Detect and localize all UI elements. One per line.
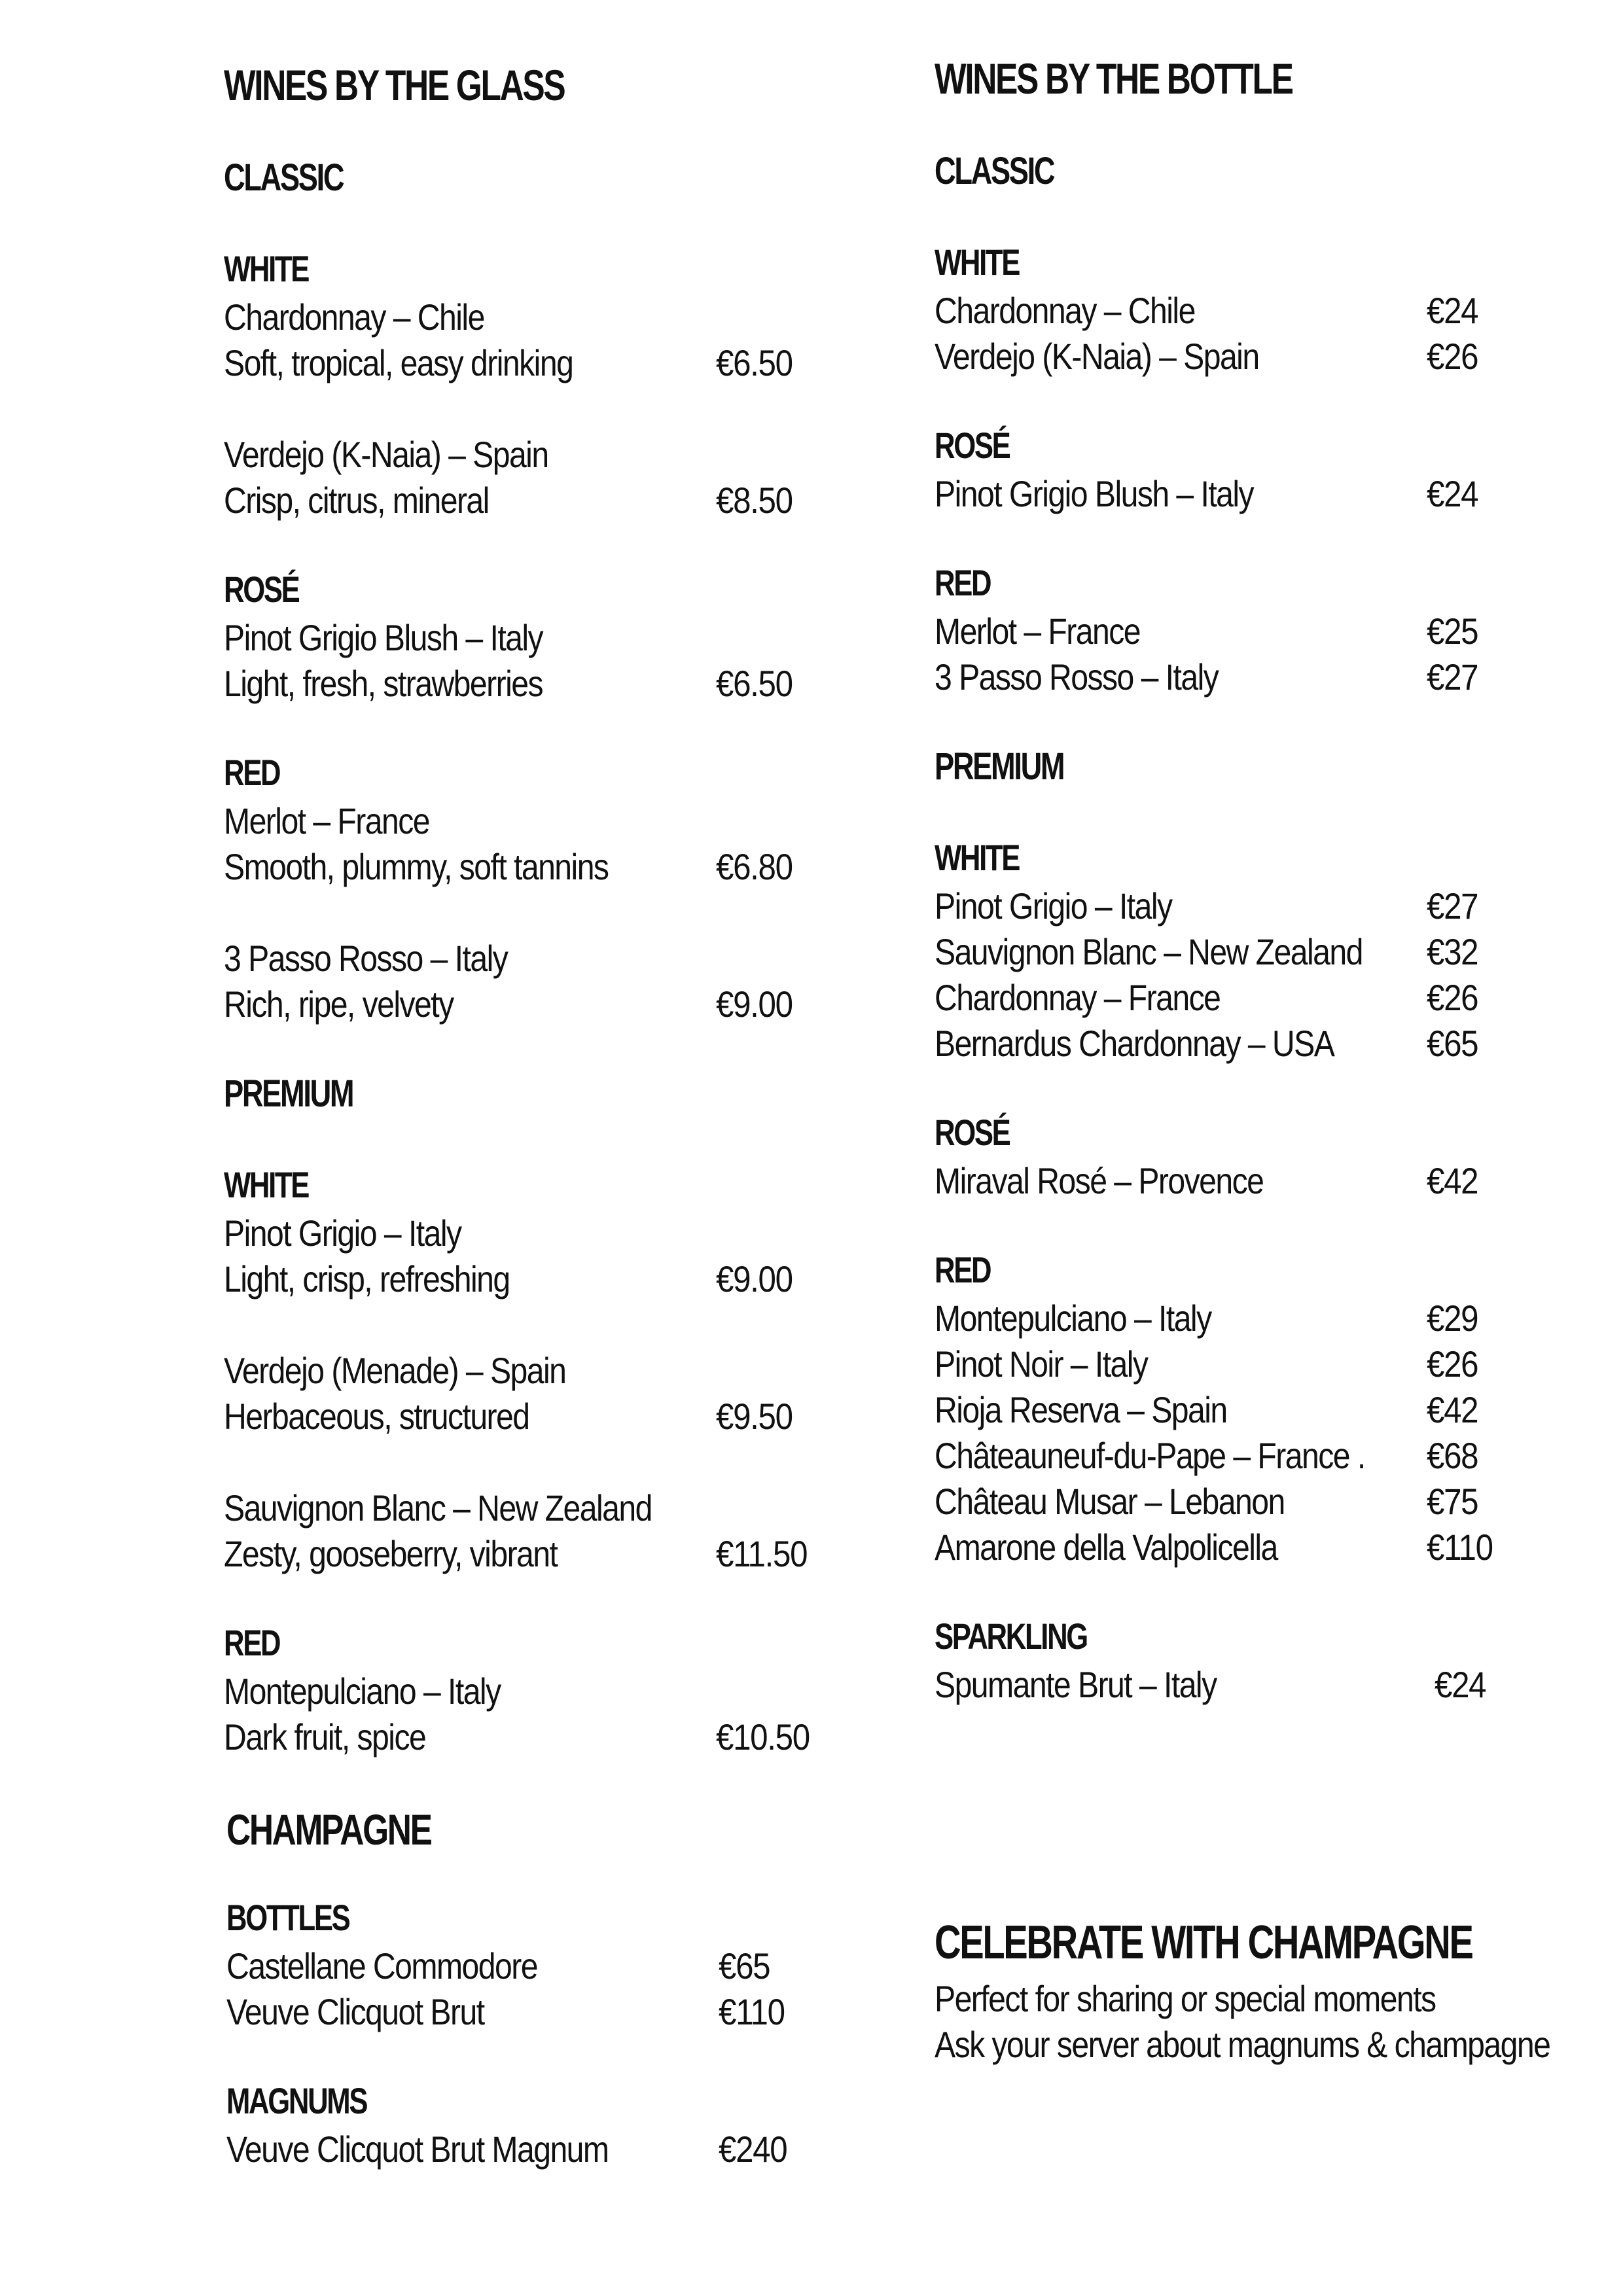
bottle-pinot-price: €27	[1427, 885, 1478, 927]
glass-pinot-price: €9.00	[716, 1258, 793, 1299]
bottle-blush-price: €24	[1427, 473, 1478, 514]
bottle-amarone-name: Amarone della Valpolicella	[935, 1527, 1277, 1568]
champagne-magnum-name: Veuve Clicquot Brut Magnum	[226, 2128, 609, 2170]
glass-pinot-desc: Light, crisp, refreshing	[224, 1258, 510, 1299]
bottle-amarone-price: €110	[1427, 1527, 1493, 1568]
bottle-spumante-price: €24	[1435, 1664, 1486, 1705]
glass-verdejo-desc: Crisp, citrus, mineral	[224, 480, 489, 521]
bottle-red-heading: RED	[935, 562, 991, 603]
bottle-rose-heading: ROSÉ	[935, 425, 1010, 466]
bottle-monte-price: €29	[1427, 1298, 1478, 1339]
bottle-verdejo-name: Verdejo (K-Naia) – Spain	[935, 336, 1259, 377]
bottle-merlot-name: Merlot – France	[935, 610, 1141, 652]
bottle-bern-name: Bernardus Chardonnay – USA	[935, 1023, 1334, 1064]
glass-classic-heading: CLASSIC	[224, 156, 344, 199]
bottle-sauv-name: Sauvignon Blanc – New Zealand	[935, 931, 1363, 972]
glass-monte-desc: Dark fruit, spice	[224, 1716, 426, 1757]
glass-merlot-name: Merlot – France	[224, 800, 430, 841]
bottle-chardonnay-price: €24	[1427, 290, 1478, 331]
bottle-blush-name: Pinot Grigio Blush – Italy	[935, 473, 1254, 514]
bottle-miraval-name: Miraval Rosé – Provence	[935, 1160, 1264, 1201]
glass-title: WINES BY THE GLASS	[224, 61, 565, 109]
bottle-chard-fr-price: €26	[1427, 977, 1478, 1018]
bottle-musar-price: €75	[1427, 1481, 1478, 1522]
glass-sauv-name: Sauvignon Blanc – New Zealand	[224, 1487, 652, 1528]
champagne-veuve-price: €110	[719, 1991, 785, 2032]
celebrate-line-1: Perfect for sharing or special moments	[935, 1978, 1436, 2019]
bottle-classic-heading: CLASSIC	[935, 150, 1054, 192]
bottle-spumante-name: Spumante Brut – Italy	[935, 1664, 1217, 1705]
bottle-premium-heading: PREMIUM	[935, 745, 1064, 788]
glass-red-heading: RED	[224, 752, 280, 793]
glass-monte-price: €10.50	[716, 1716, 810, 1757]
glass-rose-heading: ROSÉ	[224, 569, 299, 610]
bottle-chateauneuf-name: Châteauneuf-du-Pape – France .	[935, 1435, 1365, 1476]
champagne-magnum-price: €240	[719, 2128, 787, 2170]
glass-monte-name: Montepulciano – Italy	[224, 1670, 501, 1712]
bottle-premium-white-heading: WHITE	[935, 837, 1020, 878]
celebrate-title: CELEBRATE WITH CHAMPAGNE	[935, 1916, 1472, 1969]
glass-merlot-price: €6.80	[716, 846, 793, 887]
champagne-magnums-heading: MAGNUMS	[226, 2080, 367, 2121]
champagne-castellane-name: Castellane Commodore	[226, 1945, 537, 1987]
bottle-noir-price: €26	[1427, 1343, 1478, 1385]
glass-sauv-desc: Zesty, gooseberry, vibrant	[224, 1533, 558, 1574]
bottle-rioja-price: €42	[1427, 1389, 1478, 1430]
bottle-rioja-name: Rioja Reserva – Spain	[935, 1389, 1227, 1430]
bottle-miraval-price: €42	[1427, 1160, 1478, 1201]
glass-chardonnay-desc: Soft, tropical, easy drinking	[224, 342, 573, 383]
glass-chardonnay-price: €6.50	[716, 342, 793, 383]
glass-sauv-price: €11.50	[716, 1533, 808, 1574]
glass-pinot-name: Pinot Grigio – Italy	[224, 1212, 461, 1254]
bottle-pinot-name: Pinot Grigio – Italy	[935, 885, 1172, 927]
glass-merlot-desc: Smooth, plummy, soft tannins	[224, 846, 609, 887]
bottle-verdejo-price: €26	[1427, 336, 1478, 377]
glass-menade-desc: Herbaceous, structured	[224, 1396, 529, 1437]
bottle-passo-name: 3 Passo Rosso – Italy	[935, 656, 1219, 698]
bottle-merlot-price: €25	[1427, 610, 1478, 652]
bottle-passo-price: €27	[1427, 656, 1478, 698]
bottle-bern-price: €65	[1427, 1023, 1478, 1064]
glass-menade-name: Verdejo (Menade) – Spain	[224, 1350, 566, 1391]
glass-premium-heading: PREMIUM	[224, 1072, 353, 1115]
glass-passo-name: 3 Passo Rosso – Italy	[224, 938, 508, 979]
bottle-title: WINES BY THE BOTTLE	[935, 54, 1293, 103]
bottle-noir-name: Pinot Noir – Italy	[935, 1343, 1148, 1385]
glass-verdejo-price: €8.50	[716, 480, 793, 521]
glass-passo-price: €9.00	[716, 983, 793, 1025]
champagne-title: CHAMPAGNE	[226, 1805, 431, 1854]
glass-blush-desc: Light, fresh, strawberries	[224, 663, 543, 704]
glass-menade-price: €9.50	[716, 1396, 793, 1437]
bottle-white-heading: WHITE	[935, 241, 1020, 283]
glass-white-heading: WHITE	[224, 248, 309, 289]
champagne-castellane-price: €65	[719, 1945, 770, 1987]
glass-passo-desc: Rich, ripe, velvety	[224, 983, 454, 1025]
glass-verdejo-name: Verdejo (K-Naia) – Spain	[224, 434, 548, 475]
bottle-premium-rose-heading: ROSÉ	[935, 1112, 1010, 1153]
champagne-veuve-name: Veuve Clicquot Brut	[226, 1991, 484, 2032]
glass-blush-price: €6.50	[716, 663, 793, 704]
bottle-chardonnay-name: Chardonnay – Chile	[935, 290, 1195, 331]
bottle-sauv-price: €32	[1427, 931, 1478, 972]
glass-premium-white-heading: WHITE	[224, 1164, 309, 1205]
champagne-bottles-heading: BOTTLES	[226, 1897, 349, 1938]
bottle-premium-red-heading: RED	[935, 1249, 991, 1290]
bottle-chateauneuf-price: €68	[1427, 1435, 1478, 1476]
glass-premium-red-heading: RED	[224, 1622, 280, 1663]
bottle-sparkling-heading: SPARKLING	[935, 1616, 1087, 1657]
bottle-monte-name: Montepulciano – Italy	[935, 1298, 1211, 1339]
celebrate-line-2: Ask your server about magnums & champagne	[935, 2024, 1550, 2065]
bottle-musar-name: Château Musar – Lebanon	[935, 1481, 1285, 1522]
glass-chardonnay-name: Chardonnay – Chile	[224, 296, 484, 338]
bottle-chard-fr-name: Chardonnay – France	[935, 977, 1221, 1018]
glass-blush-name: Pinot Grigio Blush – Italy	[224, 617, 543, 658]
